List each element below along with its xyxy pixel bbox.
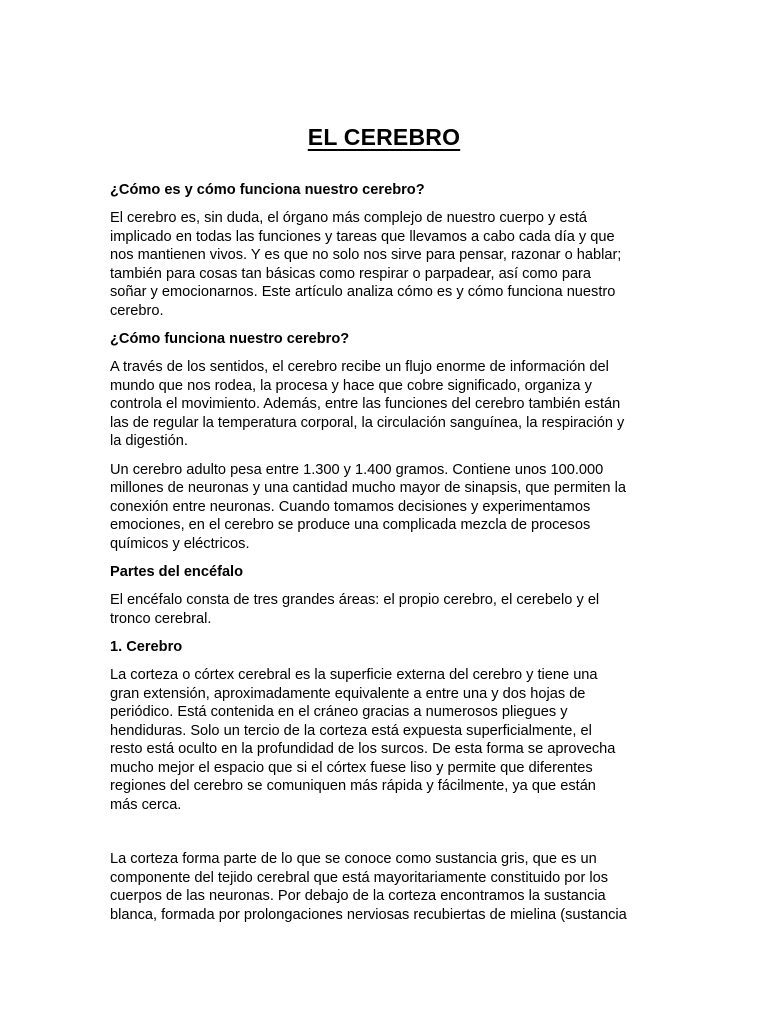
paragraph-line: El cerebro es, sin duda, el órgano más complejo de nuestro cuerpo y está (110, 210, 587, 226)
paragraph-line: resto está oculto en la profundidad de los surcos. De esta forma se aprovecha (110, 741, 616, 757)
paragraph-line: soñar y emocionarnos. Este artículo analiza cómo es y cómo funciona nuestro (110, 284, 616, 300)
blank-space (110, 824, 658, 850)
paragraph-line: también para cosas tan básicas como respirar o parpadear, así como para (110, 265, 592, 282)
paragraph-line: La corteza forma parte de lo que se conoce como sustancia gris, que es un (110, 851, 597, 867)
paragraph-line: Un cerebro adulto pesa entre 1.300 y 1.400 gramos. Contiene unos 100.000 (110, 461, 604, 478)
paragraph-line: tronco cerebral. (110, 610, 212, 627)
paragraph (110, 461, 658, 554)
paragraph-line: gran extensión, aproximadamente equivalente a entre una y dos hojas de (110, 685, 586, 702)
paragraph-line: la digestión. (110, 433, 188, 449)
section-heading: 1. Cerebro (110, 639, 183, 655)
paragraph-line: más cerca. (110, 796, 182, 813)
paragraph-line: químicos y eléctricos. (110, 535, 250, 552)
paragraph-line: A través de los sentidos, el cerebro recibe un flujo enorme de información del (110, 359, 609, 375)
paragraph-line: conexión entre neuronas. Cuando tomamos decisiones y experimentamos (110, 498, 591, 515)
section-heading: ¿Cómo es y cómo funciona nuestro cerebro? (110, 182, 425, 198)
paragraph-line: componente del tejido cerebral que está mayoritariamente constituido por los (110, 869, 609, 886)
paragraph (110, 666, 658, 814)
section-heading: Partes del encéfalo (110, 564, 244, 580)
paragraph-line: cerebro. (110, 302, 164, 319)
paragraph-line: millones de neuronas y una cantidad mucho mayor de sinapsis, que permiten la (110, 480, 626, 496)
paragraph-line: mundo que nos rodea, la procesa y hace que cobre significado, organiza y (110, 377, 592, 394)
paragraph-line: las de regular la temperatura corporal, la circulación sanguínea, la respiración y (110, 414, 625, 431)
paragraph-line: El encéfalo consta de tres grandes áreas: el propio cerebro, el cerebelo y el (110, 592, 600, 608)
paragraph-line: periódico. Está contenida en el cráneo gracias a numerosos pliegues y (110, 704, 568, 720)
paragraph-line: La corteza o córtex cerebral es la superficie externa del cerebro y tiene una (110, 667, 598, 683)
paragraph-line: hendiduras. Solo un tercio de la corteza está expuesta superficialmente, el (110, 722, 592, 739)
document-title: EL CEREBRO (307, 124, 461, 150)
paragraph-line: blanca, formada por prolongaciones nerviosas recubiertas de mielina (sustancia (110, 906, 627, 923)
document-page (110, 124, 658, 934)
paragraph-line: implicado en todas las funciones y tareas que llevamos a cabo cada día y que (110, 228, 615, 245)
paragraph (110, 591, 658, 628)
paragraph-line: controla el movimiento. Además, entre las funciones del cerebro también están (110, 396, 621, 412)
paragraph-line: regiones del cerebro se comuniquen más rápida y fácilmente, ya que están (110, 778, 596, 794)
paragraph (110, 209, 658, 320)
section-heading: ¿Cómo funciona nuestro cerebro? (110, 331, 350, 347)
paragraph-line: cuerpos de las neuronas. Por debajo de la corteza encontramos la sustancia (110, 888, 606, 904)
paragraph (110, 850, 658, 924)
paragraph-line: mucho mejor el espacio que si el córtex fuese liso y permite que diferentes (110, 759, 593, 776)
document-body (110, 181, 658, 924)
paragraph (110, 358, 658, 451)
paragraph-line: emociones, en el cerebro se produce una complicada mezcla de procesos (110, 517, 591, 533)
paragraph-line: nos mantienen vivos. Y es que no solo nos sirve para pensar, razonar o hablar; (110, 247, 622, 263)
